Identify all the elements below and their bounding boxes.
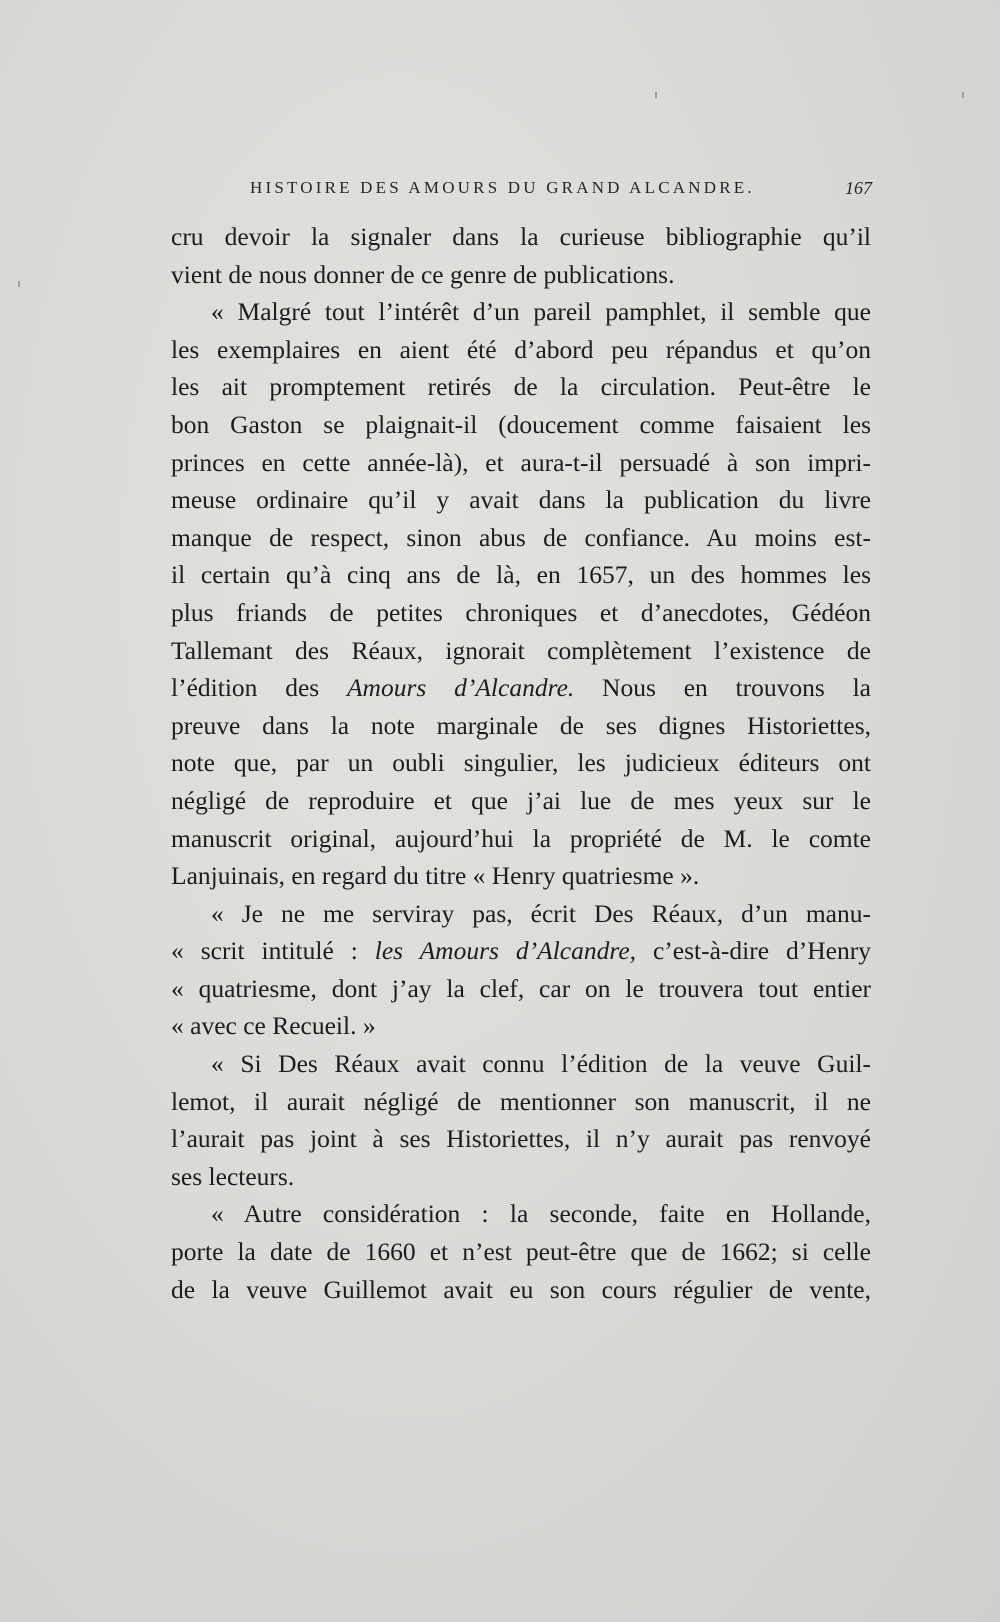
text-line: plus friands de petites chroniques et d’anecdotes, Gédéon [171, 597, 871, 627]
text-line: « avec ce Recueil. » [171, 1011, 376, 1041]
text-line: ses lecteurs. [171, 1161, 295, 1191]
text-line: l’aurait pas joint à ses Historiettes, il n’y aurait pas renvoyé [171, 1124, 871, 1154]
text-line: « Je ne me serviray pas, écrit Des Réaux, d’un manu- [211, 898, 871, 928]
text-line: de la veuve Guillemot avait eu son cours régulier de vente, [171, 1274, 871, 1304]
text-line: les exemplaires en aient été d’abord peu répandus et qu’on [171, 334, 871, 364]
paper-speck [18, 281, 20, 287]
text-line: princes en cette année-là), et aura-t-il persuadé à son impri- [171, 447, 871, 477]
text-line: manuscrit original, aujourd’hui la propriété de M. le comte [171, 823, 871, 853]
paper-speck [655, 92, 657, 98]
text-line: bon Gaston se plaignait-il (doucement comme faisaient les [171, 409, 871, 439]
text-line: « Malgré tout l’intérêt d’un pareil pamphlet, il semble que [211, 297, 871, 327]
text-line: Lanjuinais, en regard du titre « Henry quatriesme ». [171, 861, 700, 891]
text-line: « Si Des Réaux avait connu l’édition de la veuve Guil- [211, 1049, 871, 1079]
text-line: porte la date de 1660 et n’est peut-être que de 1662; si celle [171, 1237, 871, 1267]
running-title: HISTOIRE DES AMOURS DU GRAND ALCANDRE. [250, 178, 755, 197]
text-line: l’édition des Amours d’Alcandre. Nous en trouvons la [171, 673, 872, 703]
text-line: vient de nous donner de ce genre de publications. [171, 259, 675, 289]
text-line: « scrit intitulé : les Amours d’Alcandre, c’est-à-dire d’Henry [171, 936, 871, 966]
text-line: il certain qu’à cinq ans de là, en 1657, un des hommes les [171, 560, 871, 590]
text-line: « Autre considération : la seconde, faite en Hollande, [211, 1199, 871, 1229]
text-line: preuve dans la note marginale de ses dignes Historiettes, [171, 710, 871, 740]
page-number: 167 [845, 178, 872, 198]
text-line: lemot, il aurait négligé de mentionner son manuscrit, il ne [171, 1086, 871, 1116]
page-header [250, 178, 872, 204]
text-line: les ait promptement retirés de la circulation. Peut-être le [171, 372, 871, 402]
body-text [171, 218, 871, 1308]
text-line: manque de respect, sinon abus de confiance. Au moins est- [171, 522, 871, 552]
text-line: cru devoir la signaler dans la curieuse bibliographie qu’il [171, 222, 871, 251]
text-line: note que, par un oubli singulier, les judicieux éditeurs ont [171, 748, 871, 778]
text-line: « quatriesme, dont j’ay la clef, car on le trouvera tout entier [171, 973, 871, 1003]
text-line: meuse ordinaire qu’il y avait dans la publication du livre [171, 485, 871, 515]
italic-title: les Amours d’Alcandre, [374, 936, 637, 966]
paper-speck [962, 92, 964, 98]
text-line: négligé de reproduire et que j’ai lue de mes yeux sur le [171, 785, 871, 815]
italic-title: Amours d’Alcandre. [346, 673, 575, 703]
text-line: Tallemant des Réaux, ignorait complètement l’existence de [171, 635, 871, 665]
